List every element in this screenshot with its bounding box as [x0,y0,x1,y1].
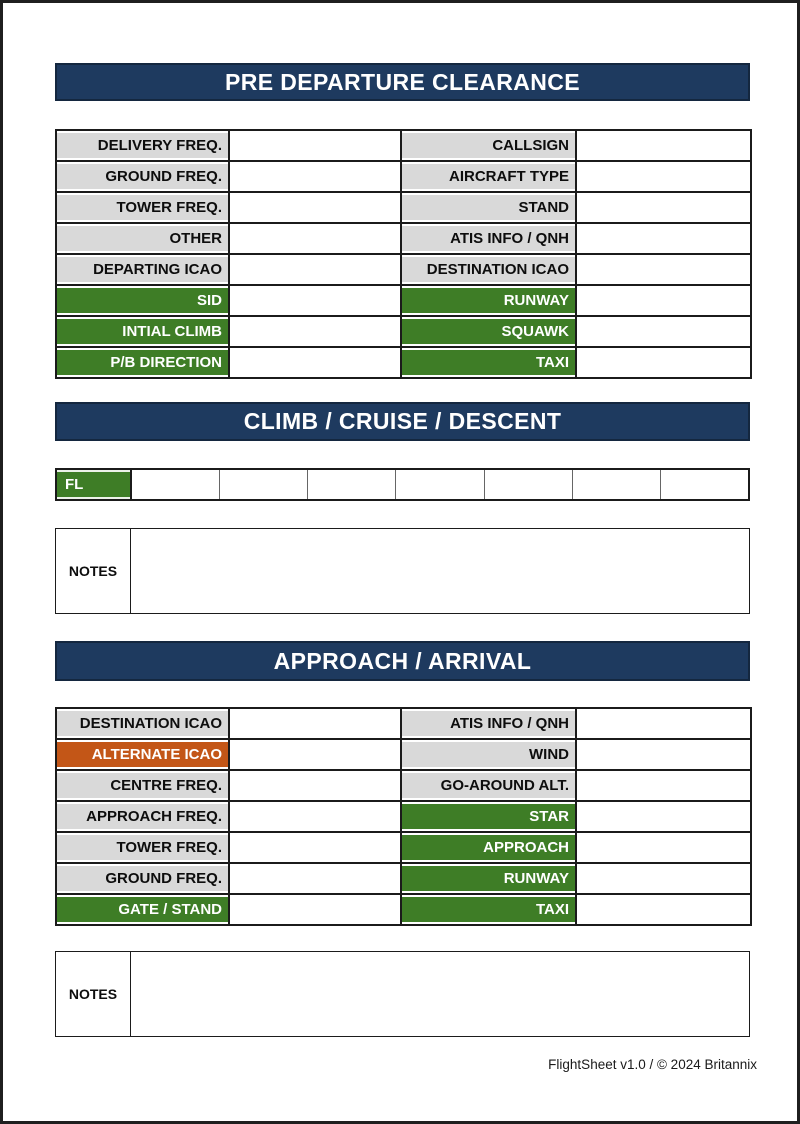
arr-centre-freq-input[interactable] [229,770,401,801]
dep-departing-icao-input[interactable] [229,254,401,285]
arrival-notes-label: NOTES [56,952,131,1037]
arr-destination-icao-label: DESTINATION ICAO [56,708,229,739]
arr-atis-qnh-label: ATIS INFO / QNH [401,708,576,739]
dep-sid-label: SID [56,285,229,316]
dep-ground-freq-label: GROUND FREQ. [56,161,229,192]
dep-callsign-label: CALLSIGN [401,130,576,161]
dep-destination-icao-input[interactable] [576,254,751,285]
arr-gate-stand-label: GATE / STAND [56,894,229,925]
fl-cell-2[interactable] [219,469,307,500]
dep-destination-icao-label: DESTINATION ICAO [401,254,576,285]
arrival-notes-input[interactable] [131,952,750,1037]
dep-tower-freq-input[interactable] [229,192,401,223]
dep-stand-label: STAND [401,192,576,223]
arr-star-input[interactable] [576,801,751,832]
fl-cell-5[interactable] [484,469,572,500]
pre-departure-table [55,129,752,379]
dep-runway-label: RUNWAY [401,285,576,316]
table-row [56,708,751,739]
arr-ground-freq-input[interactable] [229,863,401,894]
arr-atis-qnh-input[interactable] [576,708,751,739]
arr-destination-icao-input[interactable] [229,708,401,739]
fl-cell-4[interactable] [396,469,484,500]
arr-wind-input[interactable] [576,739,751,770]
table-row [56,863,751,894]
approach-arrival-title: APPROACH / ARRIVAL [273,647,532,674]
dep-delivery-freq-label: DELIVERY FREQ. [56,130,229,161]
dep-callsign-input[interactable] [576,130,751,161]
table-row [56,739,751,770]
dep-delivery-freq-input[interactable] [229,130,401,161]
flight-level-strip [55,468,750,501]
climb-cruise-descent-title: CLIMB / CRUISE / DESCENT [243,408,562,434]
arr-approach-freq-label: APPROACH FREQ. [56,801,229,832]
table-row [56,952,750,1037]
arrival-notes-box [55,951,750,1037]
arr-wind-label: WIND [401,739,576,770]
fl-cell-7[interactable] [661,469,749,500]
dep-other-input[interactable] [229,223,401,254]
table-row [56,130,751,161]
arr-go-around-alt-label: GO-AROUND ALT. [401,770,576,801]
arr-star-label: STAR [401,801,576,832]
fl-cell-1[interactable] [131,469,219,500]
arr-runway-input[interactable] [576,863,751,894]
climb-notes-label: NOTES [56,529,131,614]
arr-approach-label: APPROACH [401,832,576,863]
arr-tower-freq-input[interactable] [229,832,401,863]
dep-departing-icao-label: DEPARTING ICAO [56,254,229,285]
table-row [56,832,751,863]
dep-pb-direction-label: P/B DIRECTION [56,347,229,378]
climb-notes-input[interactable] [131,529,750,614]
arr-taxi-label: TAXI [401,894,576,925]
arr-gate-stand-input[interactable] [229,894,401,925]
dep-taxi-input[interactable] [576,347,751,378]
table-row [56,316,751,347]
arr-approach-input[interactable] [576,832,751,863]
dep-atis-qnh-input[interactable] [576,223,751,254]
pre-departure-header [55,63,750,101]
dep-stand-input[interactable] [576,192,751,223]
arr-approach-freq-input[interactable] [229,801,401,832]
fl-cell-3[interactable] [308,469,396,500]
arr-ground-freq-label: GROUND FREQ. [56,863,229,894]
table-row [56,801,751,832]
climb-cruise-descent-header [55,402,750,441]
table-row [56,192,751,223]
table-row [56,770,751,801]
dep-aircraft-type-label: AIRCRAFT TYPE [401,161,576,192]
dep-other-label: OTHER [56,223,229,254]
fl-label: FL [56,469,131,500]
dep-ground-freq-input[interactable] [229,161,401,192]
climb-notes-box [55,528,750,614]
table-row [56,161,751,192]
dep-initial-climb-label: INTIAL CLIMB [56,316,229,347]
table-row [56,223,751,254]
table-row [56,529,750,614]
table-row [56,894,751,925]
dep-squawk-label: SQUAWK [401,316,576,347]
table-row [56,254,751,285]
arr-alternate-icao-label: ALTERNATE ICAO [56,739,229,770]
dep-aircraft-type-input[interactable] [576,161,751,192]
arr-tower-freq-label: TOWER FREQ. [56,832,229,863]
table-row [56,347,751,378]
dep-initial-climb-input[interactable] [229,316,401,347]
arr-alternate-icao-input[interactable] [229,739,401,770]
dep-taxi-label: TAXI [401,347,576,378]
arr-go-around-alt-input[interactable] [576,770,751,801]
dep-atis-qnh-label: ATIS INFO / QNH [401,223,576,254]
arr-runway-label: RUNWAY [401,863,576,894]
table-row [56,469,749,500]
dep-sid-input[interactable] [229,285,401,316]
pre-departure-title: PRE DEPARTURE CLEARANCE [224,68,581,95]
dep-squawk-input[interactable] [576,316,751,347]
fl-cell-6[interactable] [572,469,660,500]
arr-taxi-input[interactable] [576,894,751,925]
approach-arrival-header [55,641,750,681]
arr-centre-freq-label: CENTRE FREQ. [56,770,229,801]
dep-pb-direction-input[interactable] [229,347,401,378]
dep-tower-freq-label: TOWER FREQ. [56,192,229,223]
approach-arrival-table [55,707,752,926]
dep-runway-input[interactable] [576,285,751,316]
table-row [56,285,751,316]
footer-credit: FlightSheet v1.0 / © 2024 Britannix [548,1057,757,1072]
